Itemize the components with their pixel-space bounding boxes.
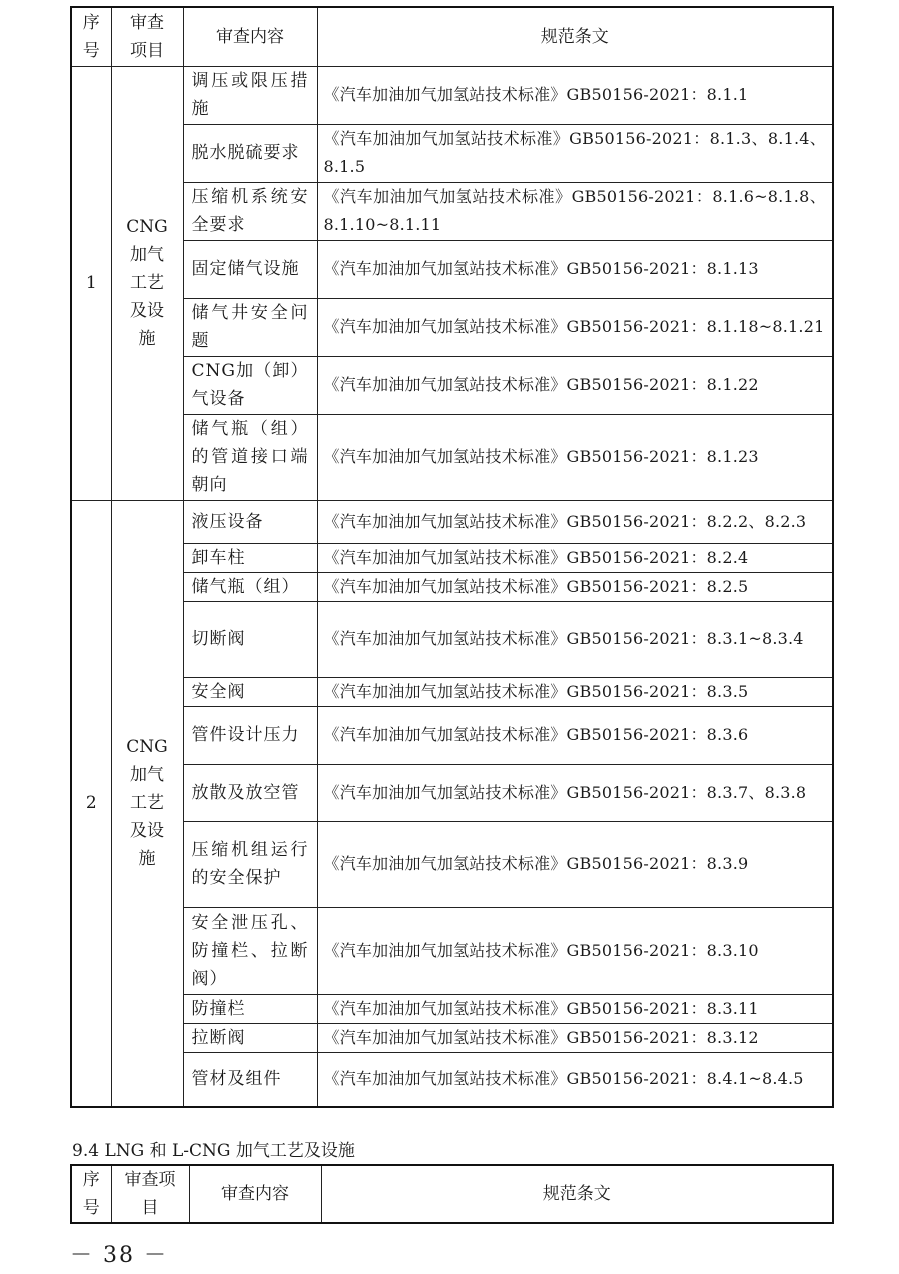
table-header-row (71, 1165, 833, 1223)
table-row (71, 66, 833, 124)
review-content: 拉断阀 (183, 1023, 317, 1052)
table-row (71, 124, 833, 182)
review-content: 脱水脱硫要求 (183, 124, 317, 182)
review-content: 防撞栏 (183, 994, 317, 1023)
review-content: 调压或限压措施 (183, 66, 317, 124)
standard-clause: 《汽车加油加气加氢站技术标准》GB50156-2021：8.3.6 (317, 706, 833, 764)
cng-review-table (70, 6, 834, 1108)
header-no: 序 号 (71, 1165, 111, 1223)
standard-clause: 《汽车加油加气加氢站技术标准》GB50156-2021：8.3.7、8.3.8 (317, 764, 833, 821)
header-no: 序 号 (71, 7, 111, 66)
table-row (71, 543, 833, 572)
standard-clause: 《汽车加油加气加氢站技术标准》GB50156-2021：8.3.1~8.3.4 (317, 601, 833, 677)
review-content: 切断阀 (183, 601, 317, 677)
table-row (71, 356, 833, 414)
standard-clause: 《汽车加油加气加氢站技术标准》GB50156-2021：8.1.13 (317, 240, 833, 298)
standard-clause: 《汽车加油加气加氢站技术标准》GB50156-2021：8.3.9 (317, 821, 833, 907)
standard-clause: 《汽车加油加气加氢站技术标准》GB50156-2021：8.1.22 (317, 356, 833, 414)
standard-clause: 《汽车加油加气加氢站技术标准》GB50156-2021：8.1.1 (317, 66, 833, 124)
review-content: 储气瓶（组）的管道接口端朝向 (183, 414, 317, 500)
standard-clause: 《汽车加油加气加氢站技术标准》GB50156-2021：8.1.6~8.1.8、8.1.10~8.1.11 (317, 182, 833, 240)
header-standard: 规范条文 (321, 1165, 833, 1223)
standard-clause: 《汽车加油加气加氢站技术标准》GB50156-2021：8.1.3、8.1.4、8.1.5 (317, 124, 833, 182)
table-row (71, 414, 833, 500)
table-row (71, 764, 833, 821)
standard-clause: 《汽车加油加气加氢站技术标准》GB50156-2021：8.3.10 (317, 907, 833, 994)
table-row (71, 601, 833, 677)
review-content: 放散及放空管 (183, 764, 317, 821)
table-row (71, 821, 833, 907)
section-title: 9.4 LNG 和 L-CNG 加气工艺及设施 (72, 1141, 355, 1161)
review-content: CNG加（卸）气设备 (183, 356, 317, 414)
standard-clause: 《汽车加油加气加氢站技术标准》GB50156-2021：8.4.1~8.4.5 (317, 1052, 833, 1107)
standard-clause: 《汽车加油加气加氢站技术标准》GB50156-2021：8.2.5 (317, 572, 833, 601)
header-standard: 规范条文 (317, 7, 833, 66)
table-row (71, 1052, 833, 1107)
table-header-row (71, 7, 833, 66)
review-content: 卸车柱 (183, 543, 317, 572)
table-row (71, 572, 833, 601)
table-row (71, 182, 833, 240)
table-row (71, 298, 833, 356)
table-row (71, 677, 833, 706)
review-content: 安全阀 (183, 677, 317, 706)
standard-clause: 《汽车加油加气加氢站技术标准》GB50156-2021：8.2.2、8.2.3 (317, 500, 833, 543)
standard-clause: 《汽车加油加气加氢站技术标准》GB50156-2021：8.3.5 (317, 677, 833, 706)
standard-clause: 《汽车加油加气加氢站技术标准》GB50156-2021：8.3.12 (317, 1023, 833, 1052)
standard-clause: 《汽车加油加气加氢站技术标准》GB50156-2021：8.1.18~8.1.21 (317, 298, 833, 356)
review-content: 管材及组件 (183, 1052, 317, 1107)
review-content: 固定储气设施 (183, 240, 317, 298)
review-content: 液压设备 (183, 500, 317, 543)
review-content: 储气瓶（组） (183, 572, 317, 601)
review-content: 压缩机组运行的安全保护 (183, 821, 317, 907)
table-row (71, 1023, 833, 1052)
review-content: 管件设计压力 (183, 706, 317, 764)
table-row (71, 706, 833, 764)
standard-clause: 《汽车加油加气加氢站技术标准》GB50156-2021：8.2.4 (317, 543, 833, 572)
table-row (71, 994, 833, 1023)
lng-review-table-header (70, 1164, 834, 1224)
group-item: CNG 加气 工艺 及设 施 (111, 66, 183, 500)
review-content: 储气井安全问题 (183, 298, 317, 356)
header-content: 审查内容 (183, 7, 317, 66)
review-content: 安全泄压孔、防撞栏、拉断阀） (183, 907, 317, 994)
group-number: 1 (71, 66, 111, 500)
header-content: 审查内容 (189, 1165, 321, 1223)
header-item: 审查 项目 (111, 7, 183, 66)
group-item: CNG 加气 工艺 及设 施 (111, 500, 183, 1107)
table-row (71, 500, 833, 543)
table-row (71, 240, 833, 298)
review-content: 压缩机系统安全要求 (183, 182, 317, 240)
standard-clause: 《汽车加油加气加氢站技术标准》GB50156-2021：8.3.11 (317, 994, 833, 1023)
standard-clause: 《汽车加油加气加氢站技术标准》GB50156-2021：8.1.23 (317, 414, 833, 500)
table-row (71, 907, 833, 994)
page-number: － 38 － (70, 1243, 168, 1268)
group-number: 2 (71, 500, 111, 1107)
header-item: 审查项 目 (111, 1165, 189, 1223)
